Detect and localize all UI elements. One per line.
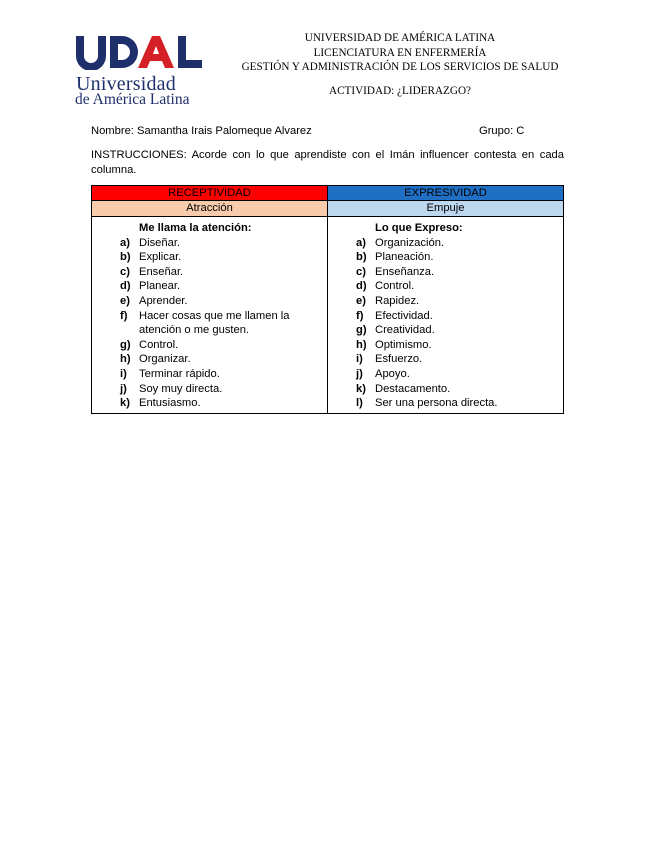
right-column (328, 217, 564, 414)
left-column-title: Me llama la atención: (139, 222, 252, 234)
item-letter: e) (356, 294, 366, 307)
student-name: Nombre: Samantha Irais Palomeque Alvarez (91, 125, 312, 137)
logo-line1: Universidad (76, 73, 176, 95)
list-item (120, 309, 321, 338)
item-letter: c) (356, 265, 366, 278)
list-item (120, 352, 321, 367)
item-text: Organización. (375, 236, 445, 249)
header-line-course: GESTIÓN Y ADMINISTRACIÓN DE LOS SERVICIOS DE SALUD (241, 61, 559, 73)
item-letter: a) (120, 236, 130, 249)
list-item (120, 382, 321, 397)
subheader-empuje: Empuje (328, 201, 564, 217)
item-letter: g) (120, 338, 131, 351)
item-text: Entusiasmo. (139, 397, 201, 410)
item-text: Hacer cosas que me llamen la atención o me gusten. (139, 309, 290, 337)
list-item (120, 294, 321, 309)
item-text: Enseñar. (139, 265, 184, 278)
list-item (120, 396, 321, 411)
item-text: Control. (139, 338, 179, 351)
item-text: Planeación. (375, 251, 434, 264)
item-letter: c) (120, 265, 130, 278)
item-text: Soy muy directa. (139, 382, 223, 395)
header-line-degree: LICENCIATURA EN ENFERMERÍA (313, 46, 487, 59)
item-letter: l) (356, 397, 363, 410)
list-item (356, 236, 557, 251)
list-item (120, 367, 321, 382)
item-text: Control. (375, 280, 415, 293)
item-letter: f) (120, 309, 128, 322)
item-text: Apoyo. (375, 367, 410, 380)
item-text: Creatividad. (375, 324, 435, 337)
logo-line2: de América Latina (75, 91, 190, 108)
subheader-atraccion: Atracción (92, 201, 328, 217)
list-item (356, 279, 557, 294)
item-text: Organizar. (139, 353, 191, 366)
right-column-title: Lo que Expreso: (375, 222, 463, 234)
item-text: Rapidez. (375, 294, 420, 307)
list-item (356, 396, 557, 411)
item-letter: h) (120, 353, 131, 366)
list-item (120, 250, 321, 265)
item-letter: h) (356, 338, 367, 351)
instructions-text: INSTRUCCIONES: Acorde con lo que aprendiste con el Imán influencer contesta en cada columna. (91, 149, 564, 176)
item-letter: k) (356, 382, 366, 395)
item-letter: a) (356, 236, 366, 249)
list-item (356, 250, 557, 265)
item-text: Ser una persona directa. (375, 397, 498, 410)
logo-mark-text: UDAL (74, 34, 77, 35)
header-line-university: UNIVERSIDAD DE AMÉRICA LATINA (304, 32, 496, 44)
item-text: Planear. (139, 280, 181, 293)
list-item (356, 352, 557, 367)
item-text: Esfuerzo. (375, 353, 423, 366)
item-text: Terminar rápido. (139, 367, 220, 380)
item-letter: d) (356, 280, 367, 293)
item-letter: i) (356, 353, 363, 366)
item-letter: b) (356, 251, 367, 264)
document-header (220, 31, 580, 75)
item-text: Optimismo. (375, 338, 432, 351)
list-item (120, 338, 321, 353)
list-item (356, 294, 557, 309)
item-letter: k) (120, 397, 130, 410)
list-item (356, 265, 557, 280)
item-text: Diseñar. (139, 236, 181, 249)
item-text: Efectividad. (375, 309, 433, 322)
header-expresividad: EXPRESIVIDAD (328, 186, 564, 201)
header-receptividad: RECEPTIVIDAD (92, 186, 328, 201)
item-letter: i) (120, 367, 127, 380)
item-text: Aprender. (139, 294, 188, 307)
item-text: Destacamento. (375, 382, 451, 395)
item-letter: e) (120, 294, 130, 307)
item-letter: b) (120, 251, 131, 264)
list-item (356, 309, 557, 324)
item-letter: d) (120, 280, 131, 293)
item-letter: j) (356, 367, 363, 380)
item-text: Enseñanza. (375, 265, 435, 278)
left-column (92, 217, 328, 414)
leadership-table (91, 185, 564, 414)
udal-logo (74, 34, 209, 106)
list-item (356, 338, 557, 353)
list-item (356, 367, 557, 382)
list-item (120, 236, 321, 251)
item-letter: j) (120, 382, 127, 395)
udal-logo-mark (74, 34, 204, 70)
list-item (356, 323, 557, 338)
list-item (120, 279, 321, 294)
item-text: Explicar. (139, 251, 182, 264)
list-item (120, 265, 321, 280)
list-item (356, 382, 557, 397)
activity-title: ACTIVIDAD: ¿LIDERAZGO? (329, 85, 471, 97)
item-letter: f) (356, 309, 364, 322)
item-letter: g) (356, 324, 367, 337)
student-group: Grupo: C (479, 125, 525, 137)
